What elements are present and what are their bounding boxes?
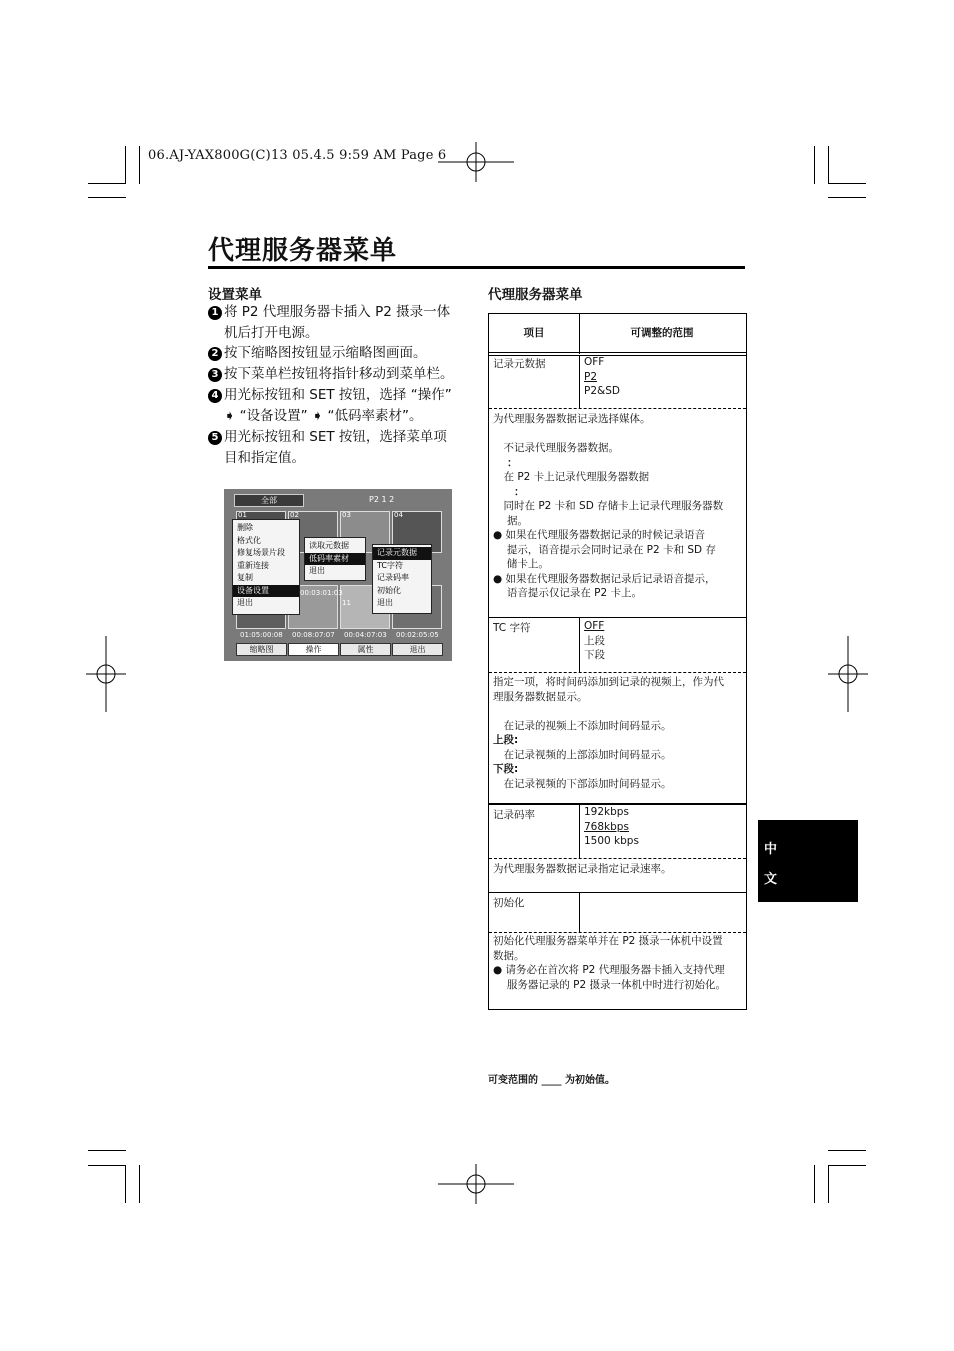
p2-slot-label <box>369 495 394 504</box>
crop-mark <box>88 197 126 198</box>
print-header: 06.AJ-YAX800G(C)13 05.4.5 9:59 AM Page 6 <box>148 148 447 163</box>
crop-mark <box>828 1165 866 1166</box>
timecode: 00:02:05:05 <box>396 631 439 639</box>
exit-button[interactable]: 退出 <box>392 643 443 656</box>
row-description <box>493 934 743 992</box>
desc-line: ● 请务必在首次将 P2 代理服务器卡插入支持代理 <box>493 964 725 976</box>
step-5 <box>208 427 470 469</box>
row-divider <box>489 672 746 673</box>
menu-item-delete[interactable]: 删除 <box>237 523 253 532</box>
language-tab-char: 文 <box>764 872 778 887</box>
desc-line: 上段: <box>493 734 519 746</box>
desc-line: 储卡上。 <box>493 558 549 570</box>
menu-item-proxy[interactable]: 低码率素材 <box>305 553 365 566</box>
step-text: 用光标按钮和 SET 按钮，选择菜单项 <box>224 429 447 445</box>
row-rule <box>489 617 746 618</box>
row-divider <box>489 408 746 409</box>
registration-mark-icon <box>828 636 868 712</box>
desc-line: 在记录视频的上部添加时间码显示。 <box>493 748 672 761</box>
column-divider <box>579 355 580 408</box>
thumbnail-button[interactable]: 缩略图 <box>236 643 287 656</box>
crop-mark <box>828 146 829 184</box>
range-value-default: P2 <box>584 370 598 383</box>
step-number: 2 <box>208 347 222 361</box>
desc-line: ● 如果在代理服务器数据记录后记录语音提示， <box>493 572 716 585</box>
menu-item-exit[interactable]: 退出 <box>377 598 393 607</box>
step-text: 机后打开电源。 <box>224 325 319 341</box>
desc-line: 初始化代理服务器菜单并在 P2 摄录一体机中设置 <box>493 935 723 947</box>
step-3 <box>208 364 470 385</box>
menu-item-read-metadata[interactable]: 读取元数据 <box>309 541 349 550</box>
p2-label: P2 <box>369 495 379 504</box>
desc-line: ： <box>507 456 518 469</box>
step-text: 将 P2 代理服务器卡插入 P2 摄录一体 <box>224 304 451 320</box>
registration-mark-icon <box>86 636 126 712</box>
desc-line <box>493 427 743 442</box>
column-divider <box>579 804 580 858</box>
range-value-default: 768kbps <box>584 820 629 833</box>
row-divider <box>489 932 746 933</box>
language-tab <box>758 820 858 902</box>
device-settings-submenu <box>304 537 366 581</box>
menu-item-rec-rate[interactable]: 记录码率 <box>377 573 409 582</box>
desc-line: 为代理服务器数据记录选择媒体。 <box>493 413 651 425</box>
column-header-range: 可调整的范围 <box>630 327 694 339</box>
clip-number: 11 <box>342 599 351 607</box>
menu-item-reconnect[interactable]: 重新连接 <box>237 560 269 570</box>
step-number: 4 <box>208 389 222 403</box>
column-divider <box>579 892 580 932</box>
crop-mark <box>139 146 140 184</box>
desc-line <box>493 704 743 719</box>
crop-mark <box>828 1165 829 1203</box>
row-rule <box>489 892 746 893</box>
row-description <box>493 412 743 601</box>
desc-line: 数据。 <box>493 949 525 962</box>
range-value: 下段 <box>584 649 605 661</box>
menu-item-copy[interactable]: 复制 <box>237 573 253 582</box>
item-rec-rate: 记录码率 <box>493 809 535 821</box>
step-2 <box>208 343 470 364</box>
step-number: 3 <box>208 368 222 382</box>
range-value: 192kbps <box>584 806 629 818</box>
desc-line: 语音提示仅记录在 P2 卡上。 <box>493 587 643 599</box>
clip-number: 01 <box>238 511 247 519</box>
crop-mark <box>828 183 866 184</box>
menu-item-tc-display[interactable]: TC字符 <box>377 560 404 570</box>
timecode: 00:04:07:03 <box>344 631 387 639</box>
crop-mark <box>828 1150 866 1151</box>
menu-item-device-settings[interactable]: 设备设置 <box>233 585 299 598</box>
language-tab-char: 中 <box>764 842 778 857</box>
row-divider <box>489 858 746 859</box>
clip-number: 03 <box>342 511 351 519</box>
title-rule <box>208 266 745 269</box>
step-text: 按下菜单栏按钮将指针移动到菜单栏。 <box>224 366 454 382</box>
step-number: 1 <box>208 306 222 320</box>
range-values <box>584 355 620 399</box>
range-value: OFF <box>584 356 605 368</box>
registration-mark-icon <box>438 142 514 182</box>
desc-line: 在记录视频的下部添加时间码显示。 <box>493 777 672 790</box>
crop-mark <box>88 183 126 184</box>
footnote: 可变范围的 ____ 为初始值。 <box>488 1075 615 1086</box>
item-tc-display: TC 字符 <box>493 622 531 634</box>
menu-item-exit[interactable]: 退出 <box>237 598 253 607</box>
page-title: 代理服务器菜单 <box>208 236 398 266</box>
desc-line: 服务器记录的 P2 摄录一体机中时进行初始化。 <box>493 978 727 991</box>
desc-line: 同时在 P2 卡和 SD 存储卡上记录代理服务器数 <box>493 500 724 512</box>
row-description <box>493 675 743 791</box>
proxy-menu-table <box>488 313 747 1010</box>
row-description <box>493 862 743 877</box>
step-1 <box>208 302 470 344</box>
crop-mark <box>828 197 866 198</box>
range-value: 上段 <box>584 634 605 647</box>
operation-menu <box>232 519 300 615</box>
page-numbers: 1 2 <box>381 495 395 504</box>
desc-line: 为代理服务器数据记录指定记录速率。 <box>493 863 672 875</box>
crop-mark <box>125 146 126 184</box>
header-rule <box>489 352 746 353</box>
crop-mark <box>88 1150 126 1151</box>
range-value: 1500 kbps <box>584 835 639 847</box>
timecode: 01:05:00:08 <box>240 631 283 639</box>
desc-line: 据。 <box>507 514 528 527</box>
step-text: 目和指定值。 <box>224 450 305 466</box>
property-button[interactable]: 属性 <box>340 643 391 656</box>
range-values <box>584 619 605 663</box>
desc-line: 在 P2 卡上记录代理服务器数据 <box>493 471 650 483</box>
menu-item-repair-clip[interactable]: 修复场景片段 <box>237 548 285 557</box>
step-4 <box>208 385 470 427</box>
proxy-submenu <box>372 544 432 614</box>
menu-item-format[interactable]: 格式化 <box>237 535 261 545</box>
step-text: 用光标按钮和 SET 按钮，选择 “操作” <box>224 387 452 403</box>
desc-line: 理服务器数据显示。 <box>493 690 588 703</box>
clip-filter-label: 全部 <box>234 494 304 507</box>
range-values <box>584 805 639 849</box>
step-text: ➧ “设备设置” ➧ “低码率素材”。 <box>224 408 423 424</box>
crop-mark <box>814 1165 815 1203</box>
table-heading: 代理服务器菜单 <box>488 287 583 303</box>
desc-line: 提示，语音提示会同时记录在 P2 卡和 SD 存 <box>493 543 716 556</box>
menu-item-exit[interactable]: 退出 <box>309 566 325 575</box>
registration-mark-icon <box>438 1164 514 1204</box>
desc-line: 不记录代理服务器数据。 <box>493 442 619 454</box>
range-value: P2&SD <box>584 385 620 397</box>
step-text: 按下缩略图按钮显示缩略图画面。 <box>224 345 427 361</box>
clip-number: 02 <box>290 511 299 519</box>
item-initialize: 初始化 <box>493 897 525 909</box>
desc-line: ： <box>493 485 525 498</box>
column-header-item: 项目 <box>523 327 545 339</box>
step-number: 5 <box>208 431 222 445</box>
crop-mark <box>125 1165 126 1203</box>
clip-number: 04 <box>394 511 403 519</box>
column-divider <box>579 617 580 672</box>
desc-line: 在记录的视频上不添加时间码显示。 <box>493 719 672 732</box>
menu-screenshot <box>224 489 452 661</box>
crop-mark <box>139 1165 140 1203</box>
setup-heading: 设置菜单 <box>208 287 262 303</box>
operation-button[interactable]: 操作 <box>288 643 339 656</box>
timecode: 00:08:07:07 <box>292 631 335 639</box>
range-value-default: OFF <box>584 620 605 632</box>
desc-line: ● 如果在代理服务器数据记录的时候记录语音 <box>493 529 705 541</box>
crop-mark <box>88 1165 126 1166</box>
desc-line: 指定一项，将时间码添加到记录的视频上，作为代 <box>493 676 724 688</box>
crop-mark <box>814 146 815 184</box>
desc-line: 下段: <box>493 763 519 775</box>
item-rec-metadata: 记录元数据 <box>493 358 546 370</box>
menu-item-rec-metadata[interactable]: 记录元数据 <box>373 547 431 560</box>
timecode: 00:03:01:03 <box>300 589 343 597</box>
menu-item-initialize[interactable]: 初始化 <box>377 585 401 595</box>
